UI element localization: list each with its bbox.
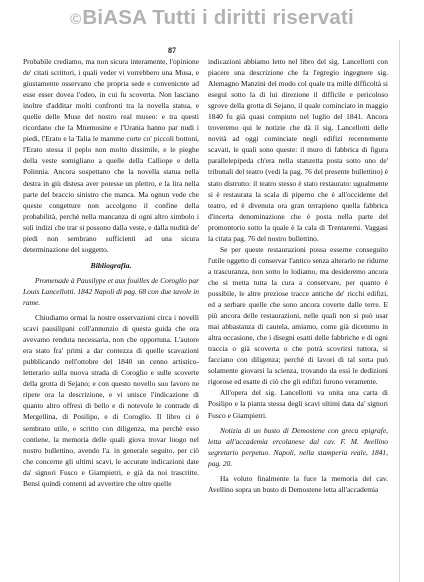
left-paragraph-1: Probabile crediamo, ma non sicura interamente, l'opinione de' citati scrittori, i quali veder vi vorrebbero una Musa, e giustamente osservano che propria sede e convenicnte ad esse esser dovea l'odeo, in cui fu scoverta. Non lasciano inoltre d'additar molti confronti tra la novella statua, e quelle delle Muse del nostro real museo: e tra questi ricordano che la Mnemosine e l'Urania hanno par nudi i piedi, l'Erato e la Talia le mamme corte co' piccoli bottoni, l'Erato stessa il peplo non molto dissimile, e le pieghe della veste somigliano a quelle della Calliope e della Polinnia. Ancora sospettano che la novella statua nella destra in giù distesa aver potesse un plettro, e la lira nella parte del braccio sinistro che manca. Ma ognun vede che queste congetture non accolgono il confine della probabilità, perchè nella mancanza di ogni altro simbolo i soli indizi che trar si possono dalla veste, e dalla nudità de' piedi non sembrano sufficienti ad una sicura determinazione del soggetto.: [23, 57, 199, 254]
watermark-text: [0, 6, 424, 30]
watermark-label: BiASA Tutti i diritti riservati: [82, 6, 354, 29]
left-column: [23, 56, 199, 556]
page-fold-shadow: [399, 40, 400, 582]
section-title-bibliografia: Bibliografia.: [90, 260, 132, 270]
watermark-banner: [0, 0, 424, 42]
right-paragraph-1: indicazioni abbiamo letto nel libro del sig. Lancellotti con piacere una descrizione che fa l'egregio ingegnere sig. Alemagno Manzini del modo col quale tra mille difficoltà si eseguì sotto la di lui direzione il difficile e pericoloso sgrove della grotta di Sejano, il quale cominciato in maggio 1840 fu già quasi compiuto nel luglio del 1841. Ancora troveremo qui le notizie che dà il sig. Lancellotti delle novità ad oggi cominciate negli edifizi recentemente scavati, le quali sono queste: il muro di fabbrica di figura parallelepipeda ch'era nella stanzetta posta sotto uno de' tribunali del teatro (vedi la pag. 76 del presente bullettino) è stato distrutto: il teatro stesso è stato restaurato: ugualmente si è restaurata la scala di piperno che è all'occidente del teatro, ed è divenuta ora gran terrapieno quella fabbrica d'incerta denominazione che è posta nella parte del promontorio sotto la quale è la cala di Trentaremi. Vaggasi la citata pag. 76 del nostro bullettino.: [208, 57, 388, 243]
copyright-icon: ©: [70, 11, 82, 28]
right-paragraph-3: All'opera del sig. Lancellotti va unita una carta di Posilipo e la pianta stessa degli scavi ultimi data da' signori Fusco e Giampietri.: [208, 388, 388, 420]
bibliography-entry-avellino: Notizia di un busto di Demostene con greca epigrafe, letta all'accademia ercolanese dal cav. F. M. Avellino segretario perpetuo. Napoli, nella stamperia reale, 1841, pag. 20.: [208, 425, 388, 468]
right-paragraph-2: Se per queste restaurazioni possa esserne conseguito l'utile oggetto di conservar l'antico senza alterarlo ne ridurne a trascuranza, non sotto lo lodiamo, ma desideremo ancora che si metta tutta la cura a conservare, per quanto è possibile, le altre preziose tracce antiche de' ricchi edifizi, ed a serbare quelle che sono ancora coverte dalle terre. E più ancora delle restaurazioni, nelle quali non si può usar mai abbastanza di cautela, amiamo, come già dicemmo in altra occasione, che i disegni esatti delle fabbriche e di ogni traccia o già scoverta o che potrà scovrirsi tuttora, si facciano con diligenza; perchè di lavori di tal sorta può solamente giovarsi la scienza, trovando da essi le dedizioni rigorose ed esatte di ciò che gli edifizi furono veramente.: [208, 244, 388, 387]
left-paragraph-2: Chiudiamo ormai la nostre osservazioni circa i novelli scavi pausilipani coll'annunzio di questa guida che ora avevamo renduta necessaria, non che opportuna. L'autore era stato fra' primi a dar contezza di quelle scavazioni pubblicando nell'ottobre del 1840 un cenno artistico-letterario sulla nuova strada di Coroglio e sulle scoverte della grotta di Sejano; e con questo novello suo lavoro ne ripete ora la descrizione, e vi unisce l'indicazione di quanto altro offresi di bello e di notevole le contrade di Mergellina, di Posilipo, e di Coroglio. Il libro ci è sembrato utile, e scritto con diligenza, ma perchè esso contiene, la memoria delle quali giova trovar luogo nel nostro bullettino, avendo l'a. in generale seguito, per ciò che concerne gli ultimi scavi, le accurate indicazioni date da' signori Fusco e Giampietri, e già da noi trascritte. Bensì quindi contenti ad avvertire che oltre quelle: [23, 313, 199, 488]
right-column: [208, 56, 388, 556]
page-number: 87: [168, 46, 176, 55]
bibliography-entry-lancellotti: Promenade à Pausilype et aux fouilles de Coroglio par Louis Lancellotti. 1842 Napoli di pag. 68 con due tavole in rame.: [23, 275, 199, 307]
right-paragraph-4: Ha voluto finalmente la fuce la memoria del cav. Avellino sopra un busto di Demostene letta all'accademia: [208, 473, 388, 494]
